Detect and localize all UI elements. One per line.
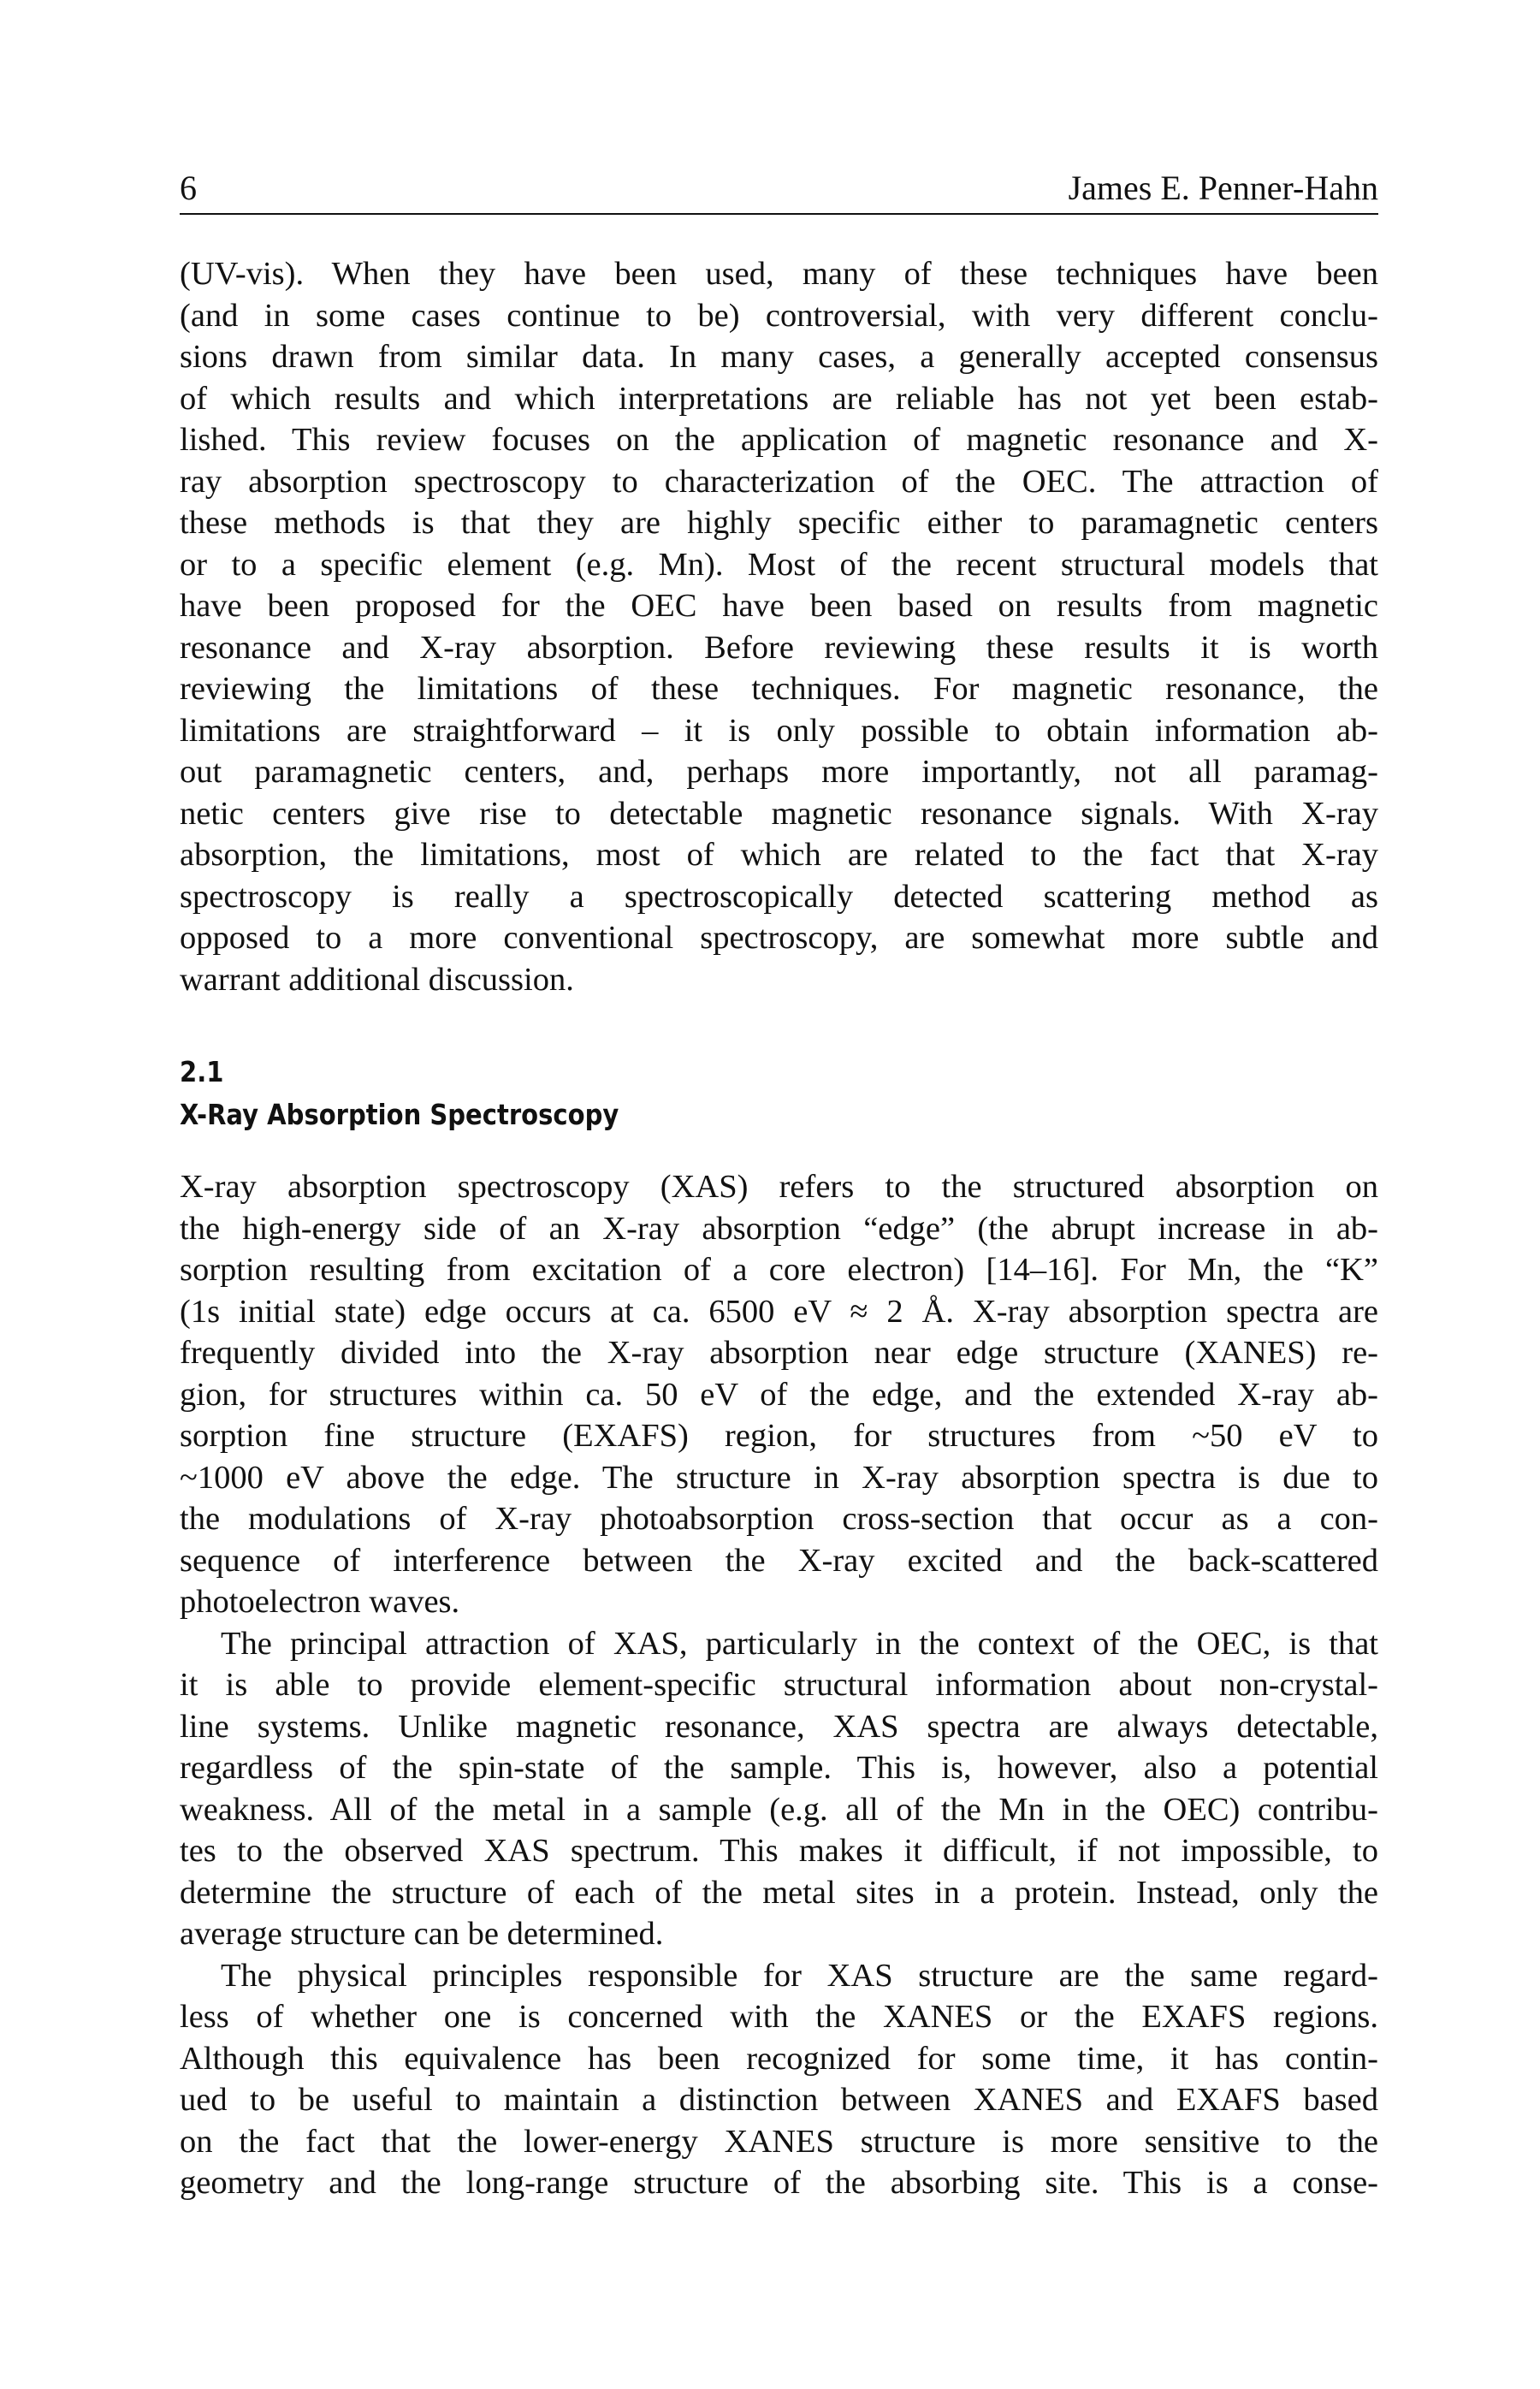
text-line: (UV-vis). When they have been used, many of these techniques have been <box>180 256 1378 292</box>
text-line: out paramagnetic centers, and, perhaps more importantly, not all paramag- <box>180 754 1378 790</box>
text-line: of which results and which interpretations are reliable has not yet been estab- <box>180 380 1378 417</box>
text-line: lished. This review focuses on the application of magnetic resonance and X- <box>180 422 1378 458</box>
text-line: (and in some cases continue to be) controversial, with very different conclu- <box>180 297 1378 334</box>
paragraph <box>180 1623 1378 1955</box>
text-line: line systems. Unlike magnetic resonance, XAS spectra are always detectable, <box>180 1708 1378 1745</box>
section-text-block <box>180 1166 1378 2204</box>
section-number: 2.1 <box>180 1055 224 1088</box>
text-line: on the fact that the lower-energy XANES structure is more sensitive to the <box>180 2123 1378 2160</box>
text-line: geometry and the long-range structure of the absorbing site. This is a conse- <box>180 2165 1378 2201</box>
text-line: warrant additional discussion. <box>180 961 574 998</box>
text-line: absorption, the limitations, most of which are related to the fact that X-ray <box>180 837 1378 873</box>
text-line: ray absorption spectroscopy to characterization of the OEC. The attraction of <box>180 463 1378 500</box>
text-line: reviewing the limitations of these techniques. For magnetic resonance, the <box>180 671 1378 707</box>
text-line: opposed to a more conventional spectroscopy, are somewhat more subtle and <box>180 920 1378 956</box>
text-line: less of whether one is concerned with the XANES or the EXAFS regions. <box>180 1999 1378 2035</box>
text-line: the high-energy side of an X-ray absorption “edge” (the abrupt increase in ab- <box>180 1210 1378 1247</box>
text-line: or to a specific element (e.g. Mn). Most of the recent structural models that <box>180 546 1378 583</box>
page-number: 6 <box>180 169 197 207</box>
text-line: sorption fine structure (EXAFS) region, for structures from ~50 eV to <box>180 1418 1378 1454</box>
text-line: ued to be useful to maintain a distinction between XANES and EXAFS based <box>180 2082 1378 2118</box>
text-line: tes to the observed XAS spectrum. This makes it difficult, if not impossible, to <box>180 1833 1378 1869</box>
text-line: sequence of interference between the X-ray excited and the back-scattered <box>180 1542 1378 1579</box>
text-line: X-ray absorption spectroscopy (XAS) refers to the structured absorption on <box>180 1169 1378 1205</box>
text-line: regardless of the spin-state of the sample. This is, however, also a potential <box>180 1750 1378 1786</box>
text-line: have been proposed for the OEC have been based on results from magnetic <box>180 588 1378 624</box>
text-line: limitations are straightforward – it is only possible to obtain information ab- <box>180 712 1378 749</box>
section-title: X-Ray Absorption Spectroscopy <box>180 1098 619 1131</box>
text-line: average structure can be determined. <box>180 1916 664 1952</box>
paragraph <box>180 1166 1378 1623</box>
text-line: resonance and X-ray absorption. Before reviewing these results it is worth <box>180 629 1378 666</box>
text-line: photoelectron waves. <box>180 1584 460 1620</box>
text-line: ~1000 eV above the edge. The structure in X-ray absorption spectra is due to <box>180 1459 1378 1496</box>
text-line: The principal attraction of XAS, particularly in the context of the OEC, is that <box>221 1625 1378 1662</box>
text-line: it is able to provide element-specific structural information about non-crystal- <box>180 1667 1378 1703</box>
text-line: The physical principles responsible for XAS structure are the same regard- <box>221 1957 1378 1994</box>
text-line: netic centers give rise to detectable magnetic resonance signals. With X-ray <box>180 795 1378 832</box>
text-line: sorption resulting from excitation of a core electron) [14–16]. For Mn, the “K” <box>180 1252 1378 1288</box>
text-line: Although this equivalence has been recognized for some time, it has contin- <box>180 2040 1378 2077</box>
text-line: frequently divided into the X-ray absorption near edge structure (XANES) re- <box>180 1335 1378 1371</box>
text-line: sions drawn from similar data. In many cases, a generally accepted consensus <box>180 339 1378 375</box>
intro-text-block <box>180 253 1378 1000</box>
text-line: spectroscopy is really a spectroscopically detected scattering method as <box>180 878 1378 915</box>
text-line: these methods is that they are highly specific either to paramagnetic centers <box>180 505 1378 541</box>
header-rule <box>180 213 1378 215</box>
text-line: the modulations of X-ray photoabsorption cross-section that occur as a con- <box>180 1501 1378 1537</box>
text-line: (1s initial state) edge occurs at ca. 6500 eV ≈ 2 Å. X-ray absorption spectra are <box>180 1293 1378 1330</box>
paragraph <box>180 1955 1378 2204</box>
running-header-author: James E. Penner-Hahn <box>1068 169 1378 207</box>
text-line: gion, for structures within ca. 50 eV of the edge, and the extended X-ray ab- <box>180 1376 1378 1413</box>
text-line: weakness. All of the metal in a sample (e.g. all of the Mn in the OEC) contribu- <box>180 1791 1378 1828</box>
paragraph <box>180 253 1378 1000</box>
text-line: determine the structure of each of the metal sites in a protein. Instead, only the <box>180 1874 1378 1911</box>
